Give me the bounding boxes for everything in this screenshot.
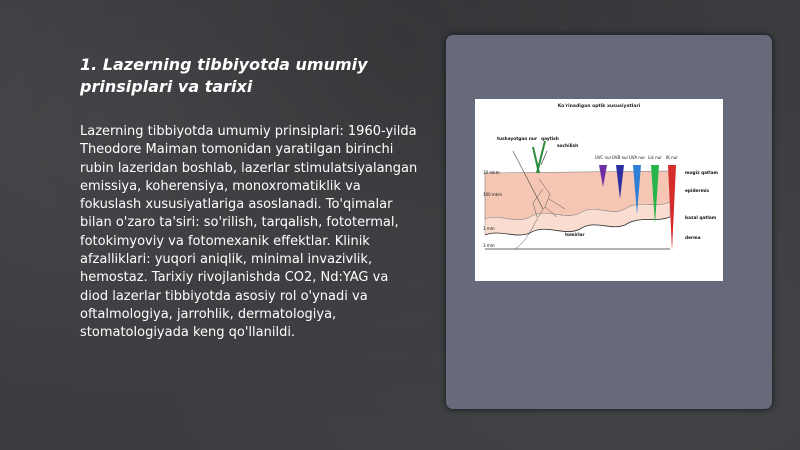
label-stratum: mugiz qatlam [685, 171, 718, 176]
label-incident: tushayotgan nur [497, 137, 538, 142]
label-basal: bazal qatlam [685, 216, 717, 221]
laser-label: Lik nur [648, 155, 662, 160]
skin-optics-diagram [475, 99, 723, 281]
laser-label: UVC nur [594, 155, 612, 160]
diagram-title: Ko'rinadigan optik xususiyatlari [557, 104, 641, 109]
label-vessels: tomirlar [565, 233, 585, 238]
slide-title: 1. Lazerning tibbiyotda umumiy prinsiplari va tarixi [80, 55, 368, 96]
label-dermis: derma [685, 236, 701, 241]
depth-mark: 10 mkm [483, 170, 500, 175]
laser-label: IK nur [666, 155, 678, 160]
depth-mark: 100 mkm [483, 192, 503, 197]
laser-label: UVB nur [611, 155, 629, 160]
slide-body-text: Lazerning tibbiyotda umumiy prinsiplari: 1960-yilda Theodore Maiman tomonidan yaratilgan birinchi rubin lazeridan boshlab, lazerlar stimulatsiyalangan emissiya, koherensiya, monoxromatiklik va fokuslash xususiyatlariga asoslanadi. To'qimalar bilan o'zaro ta'siri: so'rilish, tarqalish, fototermal, fotokimyoviy va fotomexanik effektlar. Klinik afzalliklari: yuqori aniqlik, minimal invazivlik, hemostaz. Tarixiy rivojlanishda CO2, Nd:YAG va diod lazerlar tibbiyotda asosiy rol o'ynadi va oftalmologiya, jarrohlik, dermatologiya, stomatologiyada keng qo'llanildi. [80, 124, 418, 341]
depth-mark: 3 mm [483, 243, 495, 248]
depth-mark: 1 mm [483, 226, 495, 231]
label-scatter: sochilish [557, 144, 579, 149]
incident-ray-green [533, 147, 539, 173]
label-epidermis: epidermis [685, 189, 710, 194]
laser-label: UVA nur [628, 155, 646, 160]
label-reflected: qaytish [541, 137, 559, 142]
